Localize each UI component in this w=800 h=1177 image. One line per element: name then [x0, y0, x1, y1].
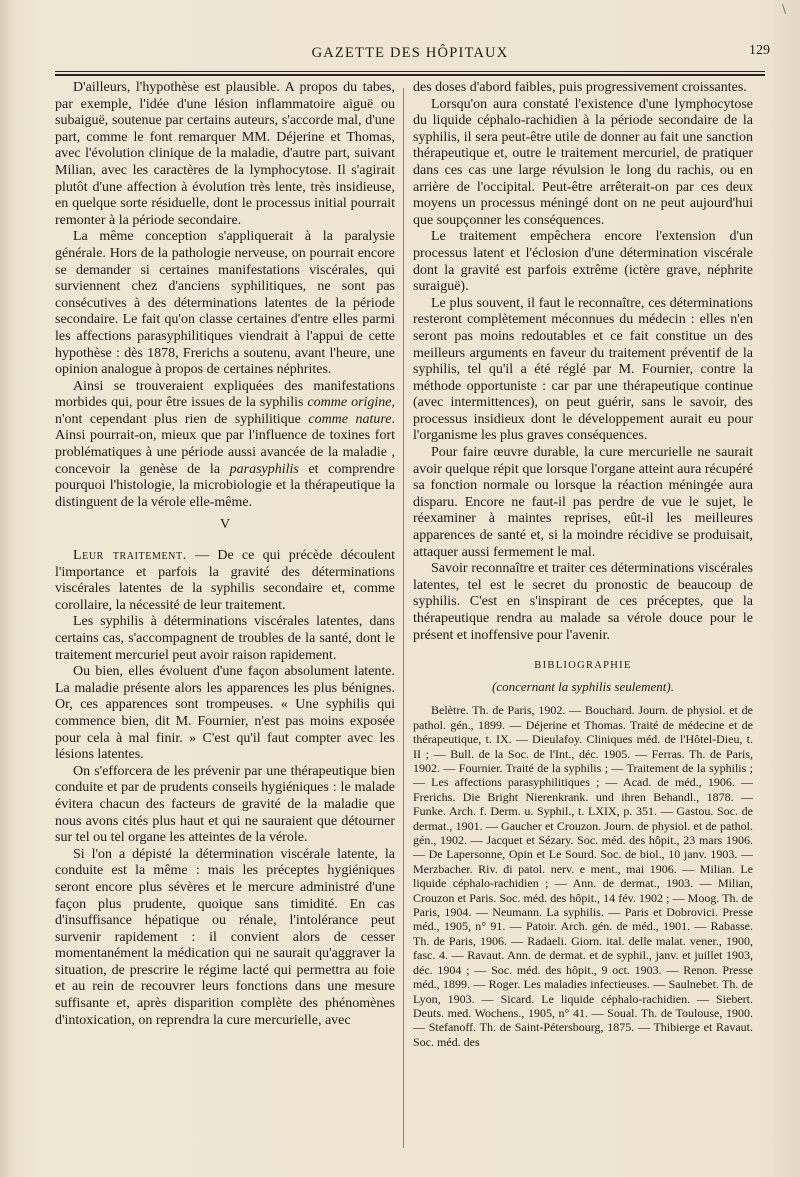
bibliography-subtitle: (concernant la syphilis seulement).: [492, 678, 674, 694]
column-separator: [403, 88, 404, 1148]
bibliography-list: Belètre. Th. de Paris, 1902. — Bouchard. Journ. de physiol. et de pathol. gén., 1899. — Déjerine et Thomas. Traité de médecine et de thérapeutique, t. IX. — Dieulafoy. Cliniques méd. de l'Hôtel-Dieu, t. II ; — Bull. de la Soc. de l'Int., déc. 1905. — Ferras. Th. de Paris, 1902. — Fournier. Traité de la syphilis ; — Traitement de la syphilis ; — Les affections parasyphilitiques ; — Acad. de méd., 1906. — Frerichs. Die Bright Nierenkrank. und ihren Behandl., 1878. — Funke. Arch. f. Derm. u. Syphil., t. LXIX, p. 351. — Gastou. Soc. de dermat., 1901. — Gaucher et Crouzon. Journ. de physiol. et de pathol. gén., 1902. — Jacquet et Sézary. Soc. méd. des hôpit., 23 mars 1906. — De Lapersonne, Opin et Le Sourd. Soc. de biol., 10 janv. 1903. — Merzbacher. Riv. di patol. nerv. e ment., mai 1906. — Milian. Le liquide céphalo-rachidien ; — Ann. de dermat., 1903. — Milian, Crouzon et Paris. Soc. méd. des hôpit., 14 fév. 1902 ; — Moog. Th. de Paris, 1904. — Neumann. La syphilis. — Paris et Dobrovici. Presse méd., 1905, n° 91. — Patoir. Arch. gén. de méd., 1901. — Rabasse. Th. de Paris, 1906. — Radaeli. Giorn. ital. delle malat. vener., 1900, fasc. 4. — Ravaut. Ann. de dermat. et de syphil., janv. et juillet 1903, déc. 1904 ; — Soc. méd. des hôpit., 9 oct. 1903. — Renon. Presse méd., 1899. — Roger. Les maladies infectieuses. — Saulnebet. Th. de Lyon, 1903. — Sicard. Le liquide céphalo-rachidien. — Siebert. Deuts. med. Wochens., 1905, n° 41. — Soual. Th. de Toulouse, 1900. — Stefanoff. Th. de Saint-Pétersbourg, 1875. — Thibierge et Ravaut. Soc. méd. des: [413, 703, 753, 1049]
page-number: 129: [749, 43, 770, 58]
section-numeral: V: [219, 517, 231, 533]
paragraph: [55, 379, 395, 512]
text-run: — De ce qui précède découlent l'importance et parfois la gravité des déterminations viscérales latentes de la syphilis secondaire et, comme corollaire, la nécessité de leur traitement.: [55, 548, 395, 613]
running-header: [40, 40, 780, 68]
paragraph: Les syphilis à déterminations viscérales latentes, dans certains cas, s'accompagnent de troubles de la santé, dont le traitement mercuriel peut avoir raison rapidement.: [55, 614, 395, 663]
bibliography-title: BIBLIOGRAPHIE: [534, 660, 632, 672]
paragraph: Pour faire œuvre durable, la cure mercurielle ne saurait avoir quelque répit que lorsque l'organe atteint aura récupéré sa fonction normale ou lorsque la réaction méningée aura disparu. Encore ne faut-il pas perdre de vue le sujet, le réexaminer à maintes reprises, eût-il les meilleures apparences de santé et, si la moindre récidive se produisait, attaquer aussi fermement le mal.: [413, 445, 753, 560]
corner-mark: \: [781, 2, 786, 16]
text-run: . Ainsi pourrait-on, mieux que par l'influence de toxines fort problématiques à une période aussi avancée de la maladie , concevoir la genèse de la: [55, 411, 395, 477]
paragraph: Lorsqu'on aura constaté l'existence d'une lymphocytose du liquide céphalo-rachidien à la période secondaire de la syphilis, il sera peut-être utile de donner au fait une sanction thérapeutique et, outre le traitement mercuriel, de pratiquer dans ces cas une large révulsion le long du rachis, ou en arrière de l'occipital. Peut-être arrêterait-on par ces deux moyens un processus méningé dont on ne peut aujourd'hui que soupçonner les conséquences.: [413, 96, 753, 228]
section-lead: Leur traitement.: [73, 548, 187, 564]
text-run: et comprendre pourquoi l'histologie, la microbiologie et la thérapeutique la distinguent de la vérole elle-même.: [55, 461, 395, 510]
paragraph: Le plus souvent, il faut le reconnaître, ces déterminations resteront complètement méconnues du médecin : elles n'en seront pas moins redoutables et ce fait constitue un des meilleurs arguments en faveur du traitement préventif de la syphilis, tel qu'il a été réglé par M. Fournier, contre la méthode opportuniste : car par une thérapeutique continue (avec intermittences), on peut guérir, sans le savoir, des processus insidieux dont le développement aurait eu pour l'organisme les plus graves conséquences.: [413, 295, 753, 444]
text-run: , n'ont cependant plus rien de syphilitique: [55, 395, 396, 427]
right-column: [413, 80, 753, 1049]
paragraph: [55, 548, 395, 614]
header-rule-thin: [55, 71, 765, 72]
paragraph: Le traitement empêchera encore l'extension d'un processus latent et l'éclosion d'une détermination viscérale dont la gravité est parfois extrême (ictère grave, néphrite suraiguë).: [413, 229, 753, 295]
left-column: [55, 80, 395, 1029]
italic-run: parasyphilis: [229, 461, 299, 477]
italic-run: comme nature: [308, 411, 392, 427]
header-rule-thick: [55, 74, 765, 76]
paragraph: La même conception s'appliquerait à la paralysie générale. Hors de la pathologie nerveuse, on pourrait encore se demander si certaines manifestations viscérales, qui surviennent chez d'anciens syphilitiques, ne sont pas consécutives à des déterminations latentes de la période secondaire. Le fait qu'on classe certaines d'entre elles parmi les affections parasyphilitiques viendrait à l'appui de cette hypothèse : dès 1878, Frerichs a soutenu, avant l'heure, une opinion analogue à propos de certaines néphrites.: [55, 229, 395, 378]
paragraph: On s'efforcera de les prévenir par une thérapeutique bien conduite et par de prudents conseils hygiéniques : le malade évitera chacun des facteurs de gravité de la maladie que nous avons cités plus haut et qui ne sauraient que détourner sur tel ou tel organe les atteintes de la vérole.: [55, 763, 395, 846]
paragraph: des doses d'abord faibles, puis progressivement croissantes.: [413, 80, 747, 95]
text-run: Ainsi se trouveraient expliquées des manifestations morbides qui, pour être issues de la syphilis: [55, 378, 395, 411]
paragraph: Savoir reconnaître et traiter ces déterminations viscérales latentes, tel est le secret du pronostic de beaucoup de syphilis. C'est en s'inspirant de ces préceptes, que la thérapeutique rendra au malade sa vérole douce pour le présent et inoffensive pour l'avenir.: [413, 561, 753, 643]
paragraph: D'ailleurs, l'hypothèse est plausible. A propos du tabes, par exemple, l'idée d'une lésion inflammatoire aiguë ou subaiguë, soutenue par certains auteurs, s'accorde mal, d'une part, comme le font remarquer MM. Déjerine et Thomas, avec l'évolution clinique de la maladie, d'autre part, suivant Milian, avec les caractères de la lymphocytose. Il s'agirait plutôt d'une affection à évolution très lente, très insidieuse, en quelque sorte résiduelle, dont le processus initial pourrait remonter à la période secondaire.: [55, 80, 395, 228]
paragraph: Ou bien, elles évoluent d'une façon absolument latente. La maladie présente alors les apparences les plus bénignes. Or, ces apparences sont trompeuses. « Une syphilis qui commence bien, dit M. Fournier, n'est pas moins exposée pour cela à mal finir. » C'est qu'il faut compter avec les lésions latentes.: [55, 664, 395, 763]
journal-title: GAZETTE DES HÔPITAUX: [311, 45, 509, 61]
paragraph: Si l'on a dépisté la détermination viscérale latente, la conduite est la même : mais les préceptes hygiéniques seront encore plus sévères et le mercure administré d'une façon plus prudente, quoique sans timidité. En cas d'insuffisance hépatique ou rénale, l'intolérance peut survenir rapidement : il convient alors de cesser momentanément la médication qui ne saurait qu'aggraver la situation, de prescrire le régime lacté qui permettra au foie et au rein de recouvrer leurs fonctions dans une mesure suffisante et, après disparition complète des phénomènes d'intoxication, on reprendra la cure mercurielle, avec: [55, 846, 395, 1028]
italic-run: comme origine: [307, 395, 392, 411]
